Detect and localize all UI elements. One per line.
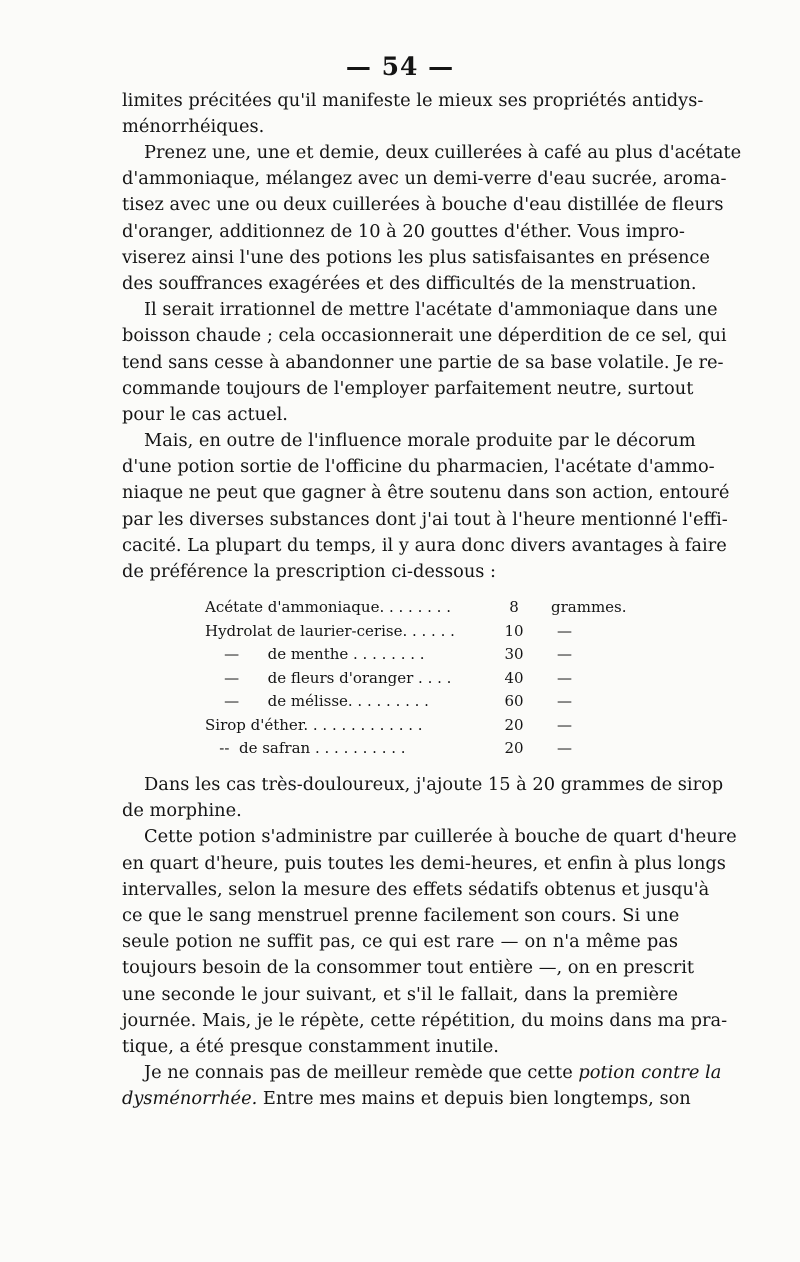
text-line: d'ammoniaque, mélangez avec un demi-verre d'eau sucrée, aroma- [122,168,727,190]
ingredient-quantity: 8 [509,598,519,616]
text-line: viserez ainsi l'une des potions les plus satisfaisantes en présence [122,246,710,268]
text-line: Prenez une, une et demie, deux cuillerées à café au plus d'acétate [144,142,742,163]
text-line: toujours besoin de la consommer tout entière —, on en prescrit [122,957,695,979]
text-line: d'oranger, additionnez de 10 à 20 gouttes d'éther. Vous impro- [122,220,685,242]
prescription-row [205,643,605,667]
text-line: ce que le sang menstruel prenne facilement son cours. Si une [122,904,680,926]
ingredient-name: Hydrolat de laurier-cerise. . . . . . [205,621,455,640]
text-line: Il serait irrationnel de mettre l'acétate d'ammoniaque dans une [144,299,718,321]
text-line: Cette potion s'administre par cuillerée à bouche de quart d'heure [144,826,737,848]
text-line: de préférence la prescription ci-dessous : [122,561,497,582]
ingredient-unit: grammes. [551,598,627,616]
text-line [122,1060,722,1086]
ingredient-unit: — [557,692,572,710]
ingredient-unit: — [557,739,572,757]
text-line [122,1086,691,1112]
text-line: journée. Mais, je le répète, cette répétition, du moins dans ma pra- [122,1009,728,1031]
text-line: tend sans cesse à abandonner une partie de sa base volatile. Je re- [122,351,724,373]
ingredient-name: Sirop d'éther. . . . . . . . . . . . . [205,715,423,734]
text-line: de morphine. [122,800,242,822]
ingredient-quantity: 20 [504,739,524,757]
text-fragment: Entre mes mains et depuis bien longtemps, son [257,1088,691,1110]
text-line: niaque ne peut que gagner à être soutenu dans son action, entouré [122,482,730,504]
ingredient-quantity: 40 [504,668,524,687]
text-line: une seconde le jour suivant, et s'il le fallait, dans la première [122,983,678,1005]
paragraph-block [122,140,742,585]
prescription-row [205,596,627,620]
ingredient-name: -- de safran . . . . . . . . . . [205,739,406,757]
italic-word: dysménorrhée. [122,1088,258,1110]
text-line: tisez avec une ou deux cuillerées à bouche d'eau distillée de fleurs [122,194,724,216]
text-line: des souffrances exagérées et des difficultés de la menstruation. [122,272,697,294]
italic-phrase: potion contre la [578,1062,722,1084]
ingredient-quantity: 60 [504,692,524,710]
text-line: intervalles, selon la mesure des effets sédatifs obtenus et jusqu'à [122,878,710,900]
ingredient-name: — de fleurs d'oranger . . . . [205,668,452,687]
text-line: par les diverses substances dont j'ai tout à l'heure mentionné l'effi- [122,508,728,530]
ingredient-quantity: 10 [504,621,524,640]
text-line: pour le cas actuel. [122,403,288,425]
text-line: boisson chaude ; cela occasionnerait une déperdition de ce sel, qui [122,325,727,347]
text-line: Mais, en outre de l'influence morale produite par le décorum [144,430,696,452]
ingredient-name: — de menthe . . . . . . . . [205,645,425,663]
ingredient-name: Acétate d'ammoniaque. . . . . . . . [205,598,451,616]
prescription-row [205,737,605,761]
ingredient-unit: — [557,715,572,734]
text-line: seule potion ne suffit pas, ce qui est rare — on n'a même pas [122,931,678,953]
text-line: ménorrhéiques. [122,116,265,138]
text-fragment: Je ne connais pas de meilleur remède que cette [144,1062,579,1084]
ingredient-quantity: 20 [504,715,524,734]
page-number: — 54 — [345,52,455,81]
text-line: limites précitées qu'il manifeste le mieux ses propriétés antidys- [122,90,704,111]
paragraph-continuation [122,88,704,140]
ingredient-name: — de mélisse. . . . . . . . . [205,692,429,710]
ingredient-unit: — [557,621,572,640]
prescription-row [205,667,605,691]
prescription-row [205,714,605,738]
ingredient-unit: — [557,668,572,687]
text-line: cacité. La plupart du temps, il y aura donc divers avantages à faire [122,534,727,556]
ingredient-unit: — [557,645,572,663]
text-line: d'une potion sortie de l'officine du pharmacien, l'acétate d'ammo- [122,456,715,478]
text-line: Dans les cas très-douloureux, j'ajoute 15 à 20 grammes de sirop [144,774,724,795]
ingredient-quantity: 30 [504,645,524,663]
paragraph-block [122,772,737,1112]
text-line: tique, a été presque constamment inutile. [122,1035,499,1057]
prescription-row [205,690,605,714]
text-line: en quart d'heure, puis toutes les demi-heures, et enfin à plus longs [122,852,726,874]
prescription-table [205,596,627,761]
prescription-row [205,620,605,644]
text-line: commande toujours de l'employer parfaitement neutre, surtout [122,377,694,399]
